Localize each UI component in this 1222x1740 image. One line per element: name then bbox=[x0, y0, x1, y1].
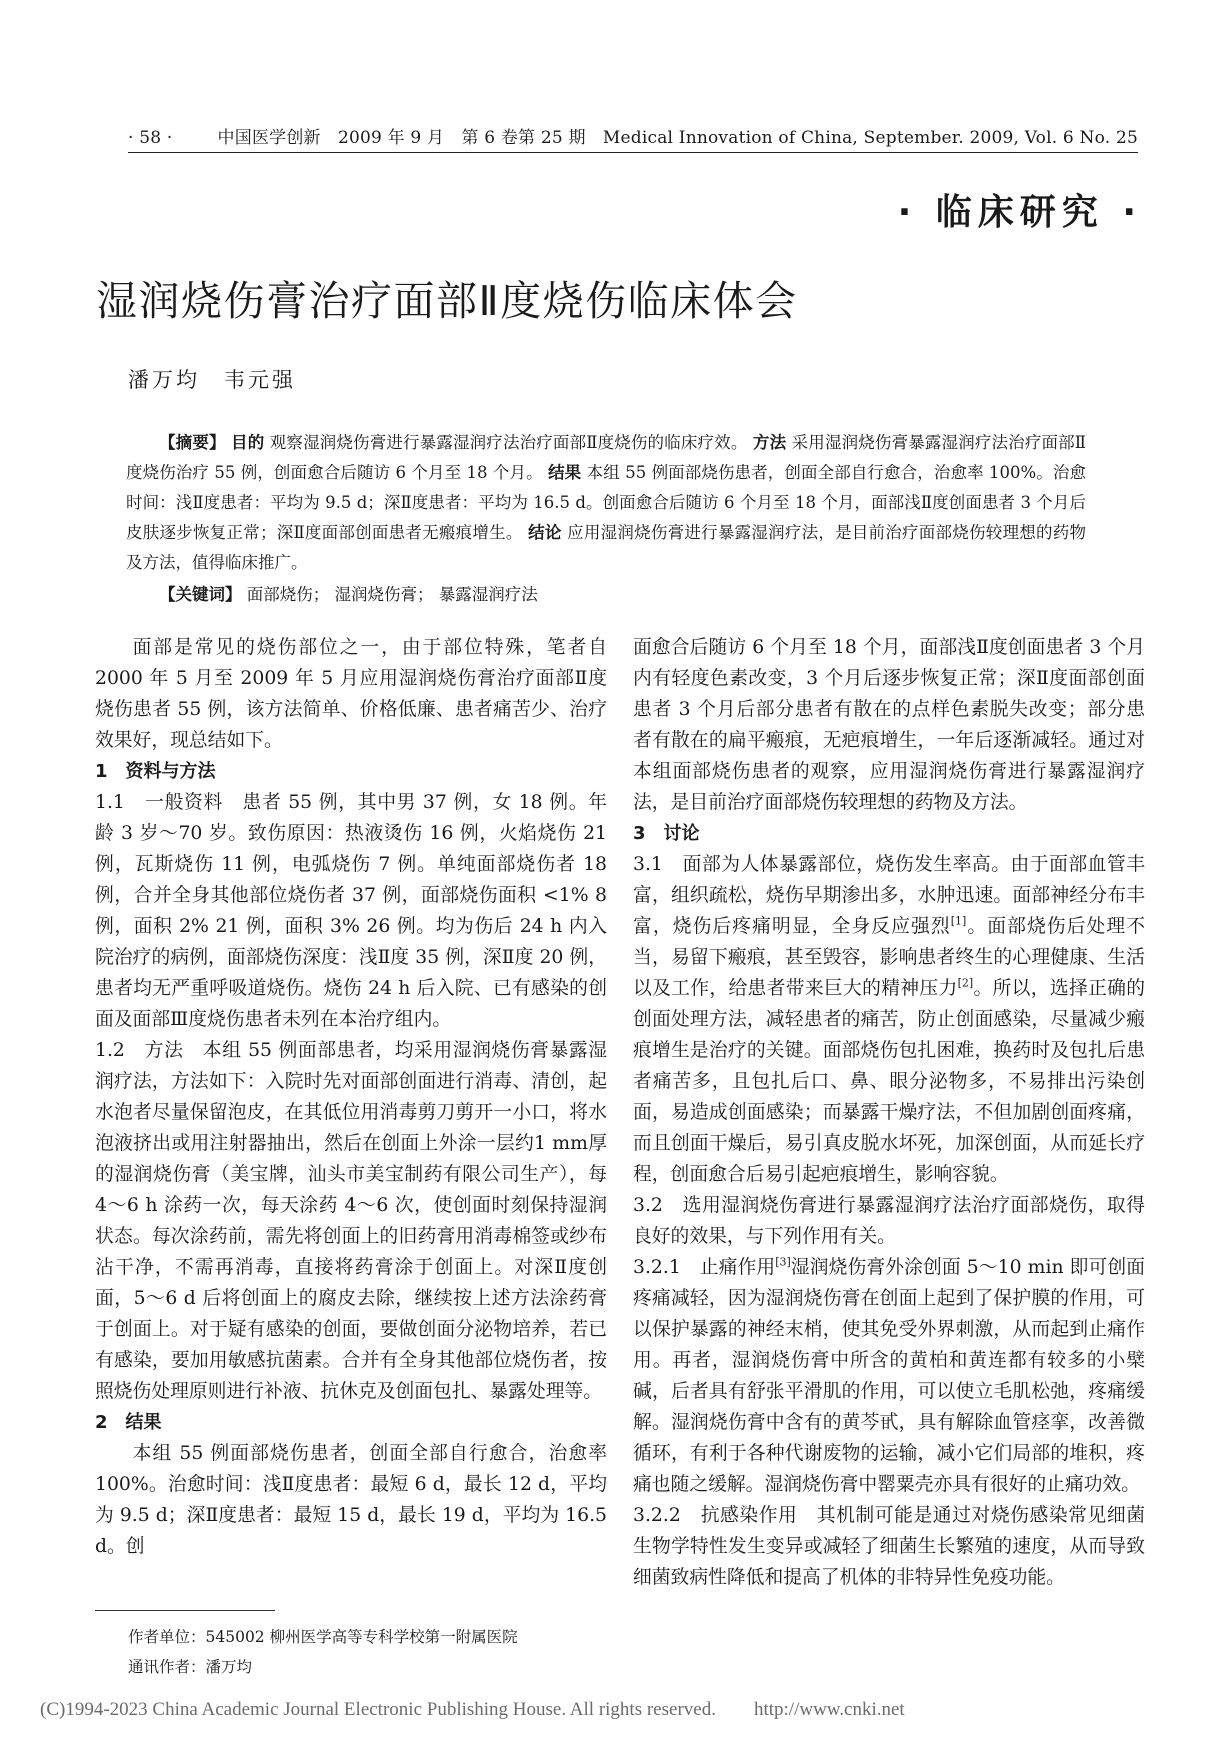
method-text: 采用湿润烧伤膏暴露湿润疗法治疗面部Ⅱ度烧伤治疗 55 例，创面愈合后随访 6 个月至 18 个月。 bbox=[126, 433, 1086, 482]
citation-ref-3: [3] bbox=[775, 1255, 791, 1269]
keywords-label: 【关键词】 bbox=[159, 585, 242, 604]
citation-ref-2: [2] bbox=[957, 976, 974, 990]
paragraph-3-1 bbox=[633, 849, 1145, 1190]
footnotes bbox=[128, 1622, 518, 1682]
paragraph-3-1-text-a: 3.1 面部为人体暴露部位，烧伤发生率高。由于面部血管丰富，组织疏松，烧伤早期渗出多，水肿迅速。面部神经分布丰富，烧伤后疼痛明显，全身反应强烈 bbox=[633, 854, 1145, 937]
paragraph-1-1: 1.1 一般资料 患者 55 例，其中男 37 例，女 18 例。年龄 3 岁～70 岁。致伤原因：热液烫伤 16 例，火焰烧伤 21 例，瓦斯烧伤 11 例，电弧烧伤 7 例。单纯面部烧伤者 18 例，合并全身其他部位烧伤者 37 例，面部烧伤面积 <1% 8 例，面积 2% 21 例，面积 3% 26 例。均为伤后 24 h 内入院治疗的病例，面部烧伤深度：浅Ⅱ度 35 例，深Ⅱ度 20 例，患者均无严重呼吸道烧伤。烧伤 24 h 后入院、已有感染的创面及面部Ⅲ度烧伤患者未列在本治疗组内。 bbox=[95, 792, 607, 1030]
method-label: 方法 bbox=[752, 433, 787, 452]
intro-paragraph: 面部是常见的烧伤部位之一，由于部位特殊，笔者自 2000 年 5 月至 2009 年 5 月应用湿润烧伤膏治疗面部Ⅱ度烧伤患者 55 例，该方法简单、价格低廉、患者痛苦少、治疗效果好，现总结如下。 bbox=[95, 637, 607, 751]
page-number: · 58 · bbox=[128, 128, 173, 148]
paragraph-3-1-text-b: 。面部烧伤后处理不当，易留下瘢痕，甚至毁容，影响患者终生的心理健康、生活以及工作，给患者带来巨大的精神压力 bbox=[633, 916, 1146, 999]
corresponding-author: 通讯作者：潘万均 bbox=[128, 1658, 253, 1676]
paragraph-2: 本组 55 例面部烧伤患者，创面全部自行愈合，治愈率 100%。治愈时间：浅Ⅱ度患者：最短 6 d，最长 12 d，平均为 9.5 d；深Ⅱ度患者：最短 15 d，最长 19 d，平均为 16.5 d。创 bbox=[95, 1443, 607, 1557]
section-heading-1: 1 资料与方法 bbox=[95, 761, 216, 782]
section-heading-2: 2 结果 bbox=[95, 1412, 162, 1433]
journal-citation: 中国医学创新 2009 年 9 月 第 6 卷第 25 期 Medical Innovation of China, September. 2009, Vol. 6 No. 25 bbox=[217, 128, 1138, 148]
body-column-left bbox=[95, 632, 607, 1562]
section-heading-3: 3 讨论 bbox=[633, 823, 700, 844]
article-title: 湿润烧伤膏治疗面部Ⅱ度烧伤临床体会 bbox=[96, 277, 798, 325]
keyword-item: 面部烧伤； bbox=[246, 585, 330, 604]
objective-label: 目的 bbox=[231, 433, 265, 452]
keywords bbox=[126, 580, 1086, 610]
result-text: 本组 55 例面部烧伤患者，创面全部自行愈合，治愈率 100%。治愈时间：浅Ⅱ度患者：平均为 9.5 d；深Ⅱ度患者：平均为 16.5 d。创面愈合后随访 6 个月至 18 个月，面部浅Ⅱ度创面患者 3 个月后皮肤逐步恢复正常；深Ⅱ度面部创面患者无瘢痕增生。 bbox=[126, 463, 1087, 542]
citation-ref-1: [1] bbox=[950, 914, 967, 928]
section-tag: · 临床研究 · bbox=[897, 192, 1142, 233]
abstract-label: 【摘要】 bbox=[159, 433, 226, 452]
keyword-item: 暴露湿润疗法 bbox=[438, 585, 538, 604]
objective-text: 观察湿润烧伤膏进行暴露湿润疗法治疗面部Ⅱ度烧伤的临床疗效。 bbox=[269, 433, 748, 452]
body-column-right bbox=[633, 632, 1145, 1593]
footnote-divider bbox=[95, 1610, 275, 1611]
keyword-item: 湿润烧伤膏； bbox=[334, 585, 434, 604]
paragraph-3-2-1-text: 湿润烧伤膏外涂创面 5～10 min 即可创面疼痛减轻，因为湿润烧伤膏在创面上起到了保护膜的作用，可以保护暴露的神经末梢，使其免受外界刺激，从而起到止痛作用。再者，湿润烧伤膏中所含的黄柏和黄连都有较多的小檗碱，后者具有舒张平滑肌的作用，可以使立毛肌松弛，疼痛缓解。湿润烧伤膏中含有的黄芩甙，具有解除血管痉挛，改善微循环，有利于各种代谢废物的运输，减小它们局部的堆积，疼痛也随之缓解。湿润烧伤膏中罂粟壳亦具有很好的止痛功效。 bbox=[633, 1257, 1145, 1495]
conclusion-label: 结论 bbox=[528, 523, 562, 542]
paragraph-1-2: 1.2 方法 本组 55 例面部患者，均采用湿润烧伤膏暴露湿润疗法，方法如下：入院时先对面部创面进行消毒、清创，起水泡者尽量保留泡皮，在其低位用消毒剪刀剪开一小口，将水泡液挤出或用注射器抽出，然后在创面上外涂一层约1 mm厚的湿润烧伤膏（美宝牌，汕头市美宝制药有限公司生产），每 4～6 h 涂药一次，每天涂药 4～6 次，使创面时刻保持湿润状态。每次涂药前，需先将创面上的旧药膏用消毒棉签或纱布沾干净，不需再消毒，直接将药膏涂于创面上。对深Ⅱ度创面，5～6 d 后将创面上的腐皮去除，继续按上述方法涂药膏于创面上。对于疑有感染的创面，要做创面分泌物培养，若已有感染，要加用敏感抗菌素。合并有全身其他部位烧伤者，按照烧伤处理原则进行补液、抗休克及创面包扎、暴露处理等。 bbox=[95, 1040, 607, 1402]
paragraph-3-1-text-c: 。所以，选择正确的创面处理方法，减轻患者的痛苦，防止创面感染，尽量减少瘢痕增生是治疗的关键。面部烧伤包扎困难，换药时及包扎后患者痛苦多，且包扎后口、鼻、眼分泌物多，不易排出污染创面，易造成创面感染；而暴露干燥疗法，不但加剧创面疼痛，而且创面干燥后，易引真皮脱水坏死，加深创面，从而延长疗程，创面愈合后易引起疤痕增生，影响容貌。 bbox=[633, 978, 1146, 1185]
paragraph-3-2-1-heading: 3.2.1 止痛作用 bbox=[633, 1257, 776, 1278]
conclusion-text: 应用湿润烧伤膏进行暴露湿润疗法，是目前治疗面部烧伤较理想的药物及方法，值得临床推广。 bbox=[126, 523, 1087, 572]
running-header bbox=[128, 118, 1138, 153]
result-label: 结果 bbox=[548, 463, 582, 482]
abstract bbox=[126, 428, 1086, 578]
paragraph-3-2: 3.2 选用湿润烧伤膏进行暴露湿润疗法治疗面部烧伤，取得良好的效果，与下列作用有关。 bbox=[633, 1195, 1145, 1247]
authors: 潘万均 韦元强 bbox=[128, 368, 296, 392]
paragraph-3-2-1 bbox=[633, 1252, 1145, 1500]
paragraph-2-continued: 面愈合后随访 6 个月至 18 个月，面部浅Ⅱ度创面患者 3 个月内有轻度色素改变，3 个月后逐步恢复正常；深Ⅱ度面部创面患者 3 个月后部分患者有散在的点样色素脱失改变；部分患者有散在的扁平瘢痕，无疤痕增生，一年后逐渐减轻。通过对本组面部烧伤患者的观察，应用湿润烧伤膏进行暴露湿润疗法，是目前治疗面部烧伤较理想的药物及方法。 bbox=[633, 637, 1145, 813]
copyright-footer: (C)1994-2023 China Academic Journal Electronic Publishing House. All rights reserved. http://www.cnki.net bbox=[40, 1699, 905, 1720]
author-affiliation: 作者单位：545002 柳州医学高等专科学校第一附属医院 bbox=[128, 1628, 518, 1646]
paragraph-3-2-2: 3.2.2 抗感染作用 其机制可能是通过对烧伤感染常见细菌生物学特性发生变异或减轻了细菌生长繁殖的速度，从而导致细菌致病性降低和提高了机体的非特异性免疫功能。 bbox=[633, 1505, 1145, 1588]
